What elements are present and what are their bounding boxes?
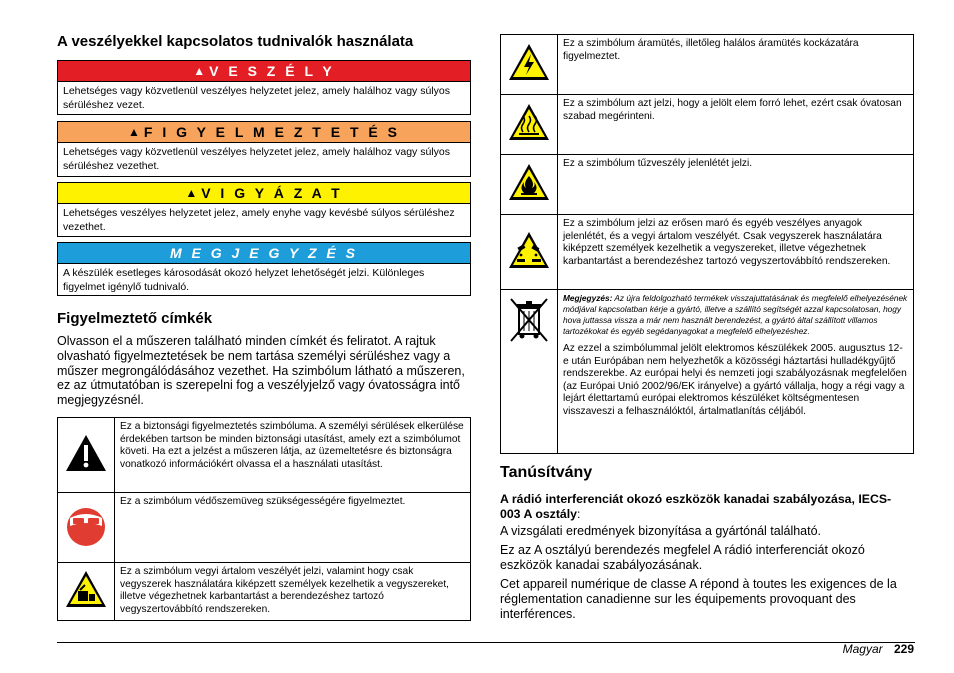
notice-label: M E G J E G Y Z É S — [170, 245, 358, 261]
caution-text: Lehetséges veszélyes helyzetet jelez, amely enyhe vagy kevésbé súlyos sérüléshez vezethet. — [63, 207, 455, 233]
section-heading-certification: Tanúsítvány — [500, 464, 593, 481]
footer-rule — [57, 642, 915, 643]
notice-bar — [58, 243, 470, 264]
symbol-text: Ez a szimbólum tűzveszély jelenlétét jelzi. — [558, 155, 914, 215]
cert-colon: : — [577, 506, 581, 521]
cert-subheading — [500, 492, 910, 522]
notice-box — [57, 242, 471, 296]
eye-protection-icon — [58, 493, 115, 563]
warning-box — [57, 121, 471, 177]
warning-label: F I G Y E L M E Z T E T É S — [143, 124, 400, 140]
symbol-row — [58, 563, 471, 621]
danger-label: V E S Z É L Y — [209, 63, 335, 79]
symbol-row — [501, 155, 914, 215]
warning-triangle-icon: ▲ — [128, 125, 140, 139]
symbol-row — [501, 95, 914, 155]
warning-bar — [58, 122, 470, 143]
symbol-row — [501, 215, 914, 290]
cert-p3: Cet appareil numérique de classe A répond à toutes les exigences de la réglementation canadienne sur les équipements provoquant des interférences. — [500, 577, 897, 621]
electrical-hazard-icon — [501, 35, 558, 95]
warning-triangle-icon: ▲ — [193, 64, 206, 78]
warning-triangle-icon: ▲ — [185, 186, 198, 200]
symbol-text: Ez a biztonsági figyelmeztetés szimbóluma. A személyi sérülések elkerülése érdekében tartson be minden biztonsági utasítást, amely ezt a szimbólumot követi. Ha ezt a jelzést a műszeren látja, az üzemeltetésre és biztonságra vonatkozó információkért olvassa el a használati utasítást. — [115, 418, 471, 493]
footer — [843, 642, 914, 656]
weee-crossed-bin-icon — [501, 290, 558, 454]
symbol-text: Ez a szimbólum azt jelzi, hogy a jelölt elem forró lehet, ezért csak óvatosan szabad megérinteni. — [558, 95, 914, 155]
cert-p1: A vizsgálati eredmények bizonyítása a gyártónál található. — [500, 524, 822, 538]
chemical-hazard-icon — [58, 563, 115, 621]
caution-bar — [58, 183, 470, 204]
symbol-text: Ez a szimbólum vegyi ártalom veszélyét jelzi, valamint hogy csak vegyszerek használatára kiképzett személyek kezelhetik a vegyszereket, illetve végezhetnek karbantartást a berendezéshez tartozó vegyszertovábbító rendszereken. — [115, 563, 471, 621]
cert-bold: A rádió interferenciát okozó eszközök kanadai szabályozása, IECS-003 A osztály — [500, 492, 892, 521]
symbol-row — [58, 493, 471, 563]
symbol-row — [501, 290, 914, 454]
danger-bar — [58, 61, 470, 82]
notice-text: A készülék esetleges károsodását okozó helyzet lehetőségét jelzi. Különleges figyelmet igénylő tudnivaló. — [63, 267, 425, 293]
fire-hazard-icon — [501, 155, 558, 215]
warning-text: Lehetséges vagy közvetlenül veszélyes helyzetet jelez, amely halálhoz vagy súlyos sérüléshez vezethet. — [63, 146, 450, 172]
symbol-row — [58, 418, 471, 493]
weee-note-label: Megjegyzés: — [563, 293, 613, 303]
labels-intro: Olvasson el a műszeren található minden címkét és feliratot. A rajtuk olvasható figyelmeztetések be nem tartása személyi sérüléshez vagy a műszer megrongálódásához vezethet. Ha szimbólum látható a műszeren, ez az útmutatóban is szerepelni fog a veszélyjelző vagy óvatosságra intő megjegyzésnél. — [57, 334, 465, 408]
weee-text-cell — [558, 290, 914, 454]
weee-note-text: Az újra feldolgozható termékek visszajuttatásának és megfelelő elhelyezésének módjával kapcsolatban kérje a gyártó, illetve a szállító segítségét azzal kapcsolatosan, hogy hova juttassa vissza a már nem használt berendezést, a gyártó által szállított villamos tartozékokat és egyéb segédanyagokat a megfelelő elhelyezéshez. — [563, 293, 908, 336]
right-symbol-table — [500, 34, 914, 454]
danger-text: Lehetséges vagy közvetlenül veszélyes helyzetet jelez, amely halálhoz vagy súlyos sérüléshez vezet. — [63, 85, 450, 111]
page-number: 229 — [893, 642, 914, 656]
section-heading-hazard-info: A veszélyekkel kapcsolatos tudnivalók használata — [57, 33, 414, 50]
symbol-text: Ez a szimbólum áramütés, illetőleg halálos áramütés kockázatára figyelmeztet. — [558, 35, 914, 95]
left-symbol-table — [57, 417, 471, 621]
caution-box — [57, 182, 471, 237]
section-heading-labels: Figyelmeztető címkék — [57, 310, 213, 327]
cert-p2: Ez az A osztályú berendezés megfelel A rádió interferenciát okozó eszközök kanadai szabályozásának. — [500, 543, 865, 572]
general-warning-icon — [58, 418, 115, 493]
symbol-text: Ez a szimbólum jelzi az erősen maró és egyéb veszélyes anyagok jelenlétét, és a vegyi ártalom veszélyét. Csak vegyszerek használatára kiképzett személyek kezelhetik a vegyszereket, illetve végezhetnek karbantartást a berendezéshez tartozó vegyszertovábbító rendszereken. — [558, 215, 914, 290]
weee-note — [563, 293, 908, 337]
weee-text: Az ezzel a szimbólummal jelölt elektromos készülékek 2005. augusztus 12-e után Európában nem helyezhetők a közösségi háztartási hulladékgyűjtő rendszerekbe. Az európai helyi és nemzeti jogi szabályozásnak megfelelően (az Európai Unió 2002/96/EK irányelve) a gyártó vállalja, hogy a régi vagy a lejárt élettartamú európai elektromos készüléket költségmentesen visszaveszi a felhasználóktól, ártalmatlanítás céljából. — [563, 343, 907, 417]
footer-language: Magyar — [842, 642, 883, 656]
symbol-row — [501, 35, 914, 95]
caution-label: V I G Y Á Z A T — [201, 185, 343, 201]
corrosive-icon — [501, 215, 558, 290]
danger-box — [57, 60, 471, 115]
hot-surface-icon — [501, 95, 558, 155]
symbol-text: Ez a szimbólum védőszemüveg szükségességére figyelmeztet. — [115, 493, 471, 563]
